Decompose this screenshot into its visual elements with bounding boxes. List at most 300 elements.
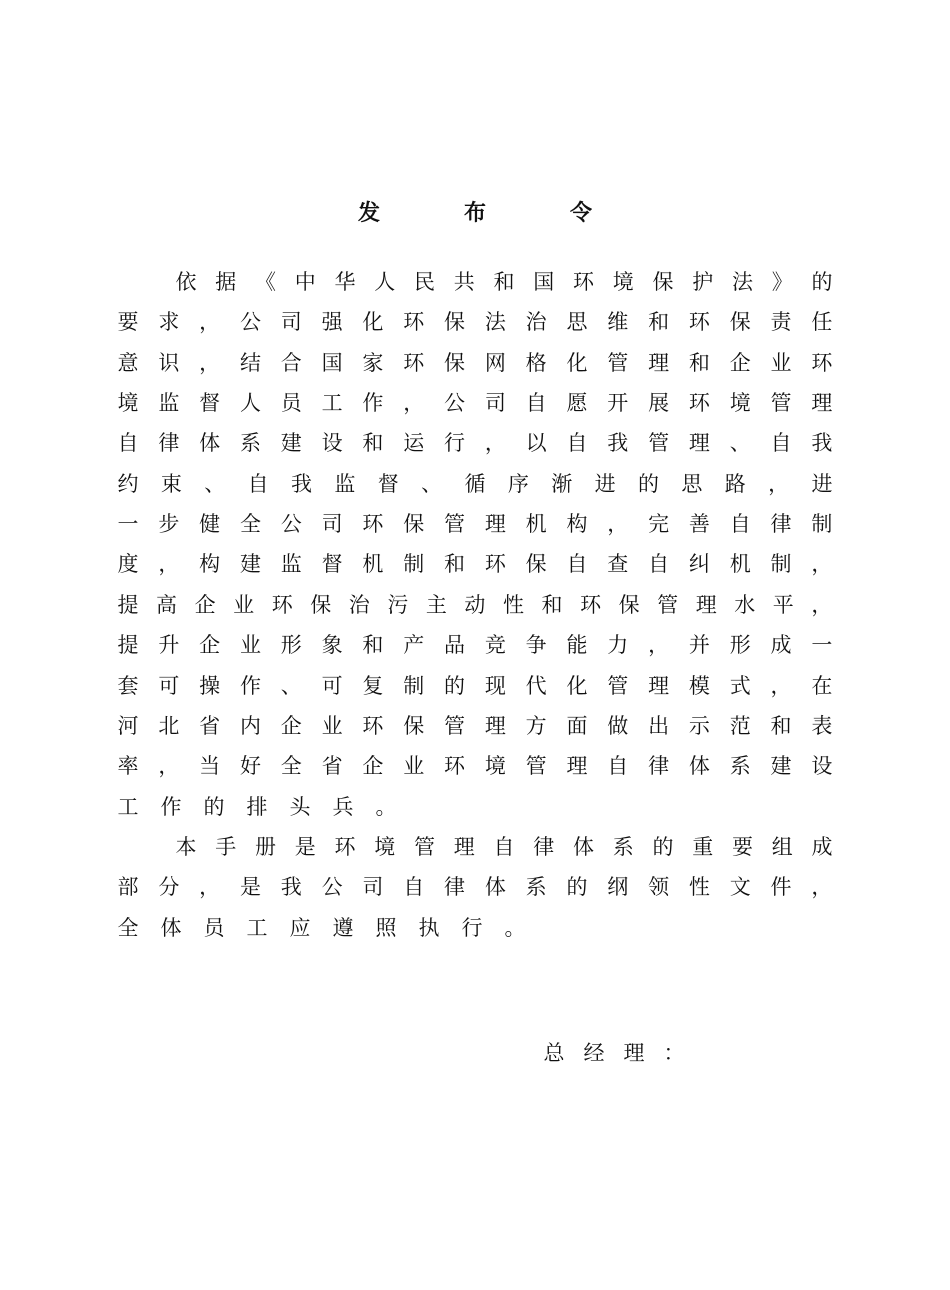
body-char: 公: [444, 391, 465, 416]
signature-char: 总: [543, 1041, 565, 1065]
body-char: 全: [117, 915, 139, 940]
body-char: 省: [199, 713, 221, 738]
body-char: 表: [811, 713, 833, 738]
body-char: 的: [444, 673, 465, 698]
body-char: 做: [607, 713, 629, 738]
body-line: [117, 504, 833, 544]
body-line: [117, 423, 833, 463]
body-char: 部: [117, 875, 139, 900]
body-char: 司: [321, 512, 343, 537]
body-char: 管: [607, 350, 629, 375]
body-char: 系: [239, 431, 261, 456]
body-char: 组: [771, 834, 793, 859]
body-char: 识: [158, 350, 180, 375]
body-char: 操: [199, 673, 221, 698]
body-char: 环: [580, 592, 602, 617]
body-char: 国: [321, 350, 343, 375]
body-char: 保: [310, 592, 332, 617]
title-char: 布: [463, 201, 486, 226]
body-char: 当: [199, 754, 221, 779]
body-char: 治: [348, 592, 370, 617]
body-char: 力: [607, 633, 629, 658]
title-char: 发: [357, 201, 380, 226]
body-char: 理: [484, 512, 506, 537]
body-char: 循: [464, 471, 486, 496]
body-char: 境: [374, 834, 396, 859]
body-char: 人: [239, 391, 261, 416]
body-char: 业: [321, 713, 343, 738]
body-line: [117, 625, 833, 665]
body-char: 序: [507, 471, 529, 496]
body-char: 环: [688, 391, 710, 416]
body-line: [117, 746, 833, 786]
body-char: 设: [811, 754, 833, 779]
body-char: 和: [688, 350, 710, 375]
body-char: 自: [493, 834, 515, 859]
body-char: 企: [729, 350, 751, 375]
body-char: 意: [117, 350, 139, 375]
body-char: ，: [158, 754, 180, 779]
body-char: 全: [280, 754, 302, 779]
body-char: 企: [280, 713, 302, 738]
body-char: 。: [504, 915, 526, 940]
body-char: 律: [158, 431, 180, 456]
body-char: 是: [294, 834, 316, 859]
body-char: 形: [280, 633, 302, 658]
body-char: 、: [280, 673, 302, 698]
document-title: [0, 196, 950, 227]
body-char: 理: [484, 713, 506, 738]
body-char: 性: [502, 592, 524, 617]
body-char: 应: [289, 915, 311, 940]
body-char: 管: [444, 713, 465, 738]
body-char: 照: [375, 915, 397, 940]
body-char: 保: [403, 713, 425, 738]
body-char: 公: [321, 875, 343, 900]
body-char: 和: [648, 310, 670, 335]
body-char: 纲: [607, 875, 629, 900]
body-char: 制: [770, 552, 792, 577]
body-char: 件: [770, 875, 792, 900]
body-char: 。: [375, 794, 397, 819]
body-char: 现: [484, 673, 506, 698]
body-char: 工: [117, 794, 139, 819]
body-char: 愿: [566, 391, 588, 416]
body-char: 环: [271, 592, 293, 617]
body-char: 可: [321, 673, 343, 698]
body-char: 制: [403, 552, 425, 577]
body-char: 律: [444, 875, 465, 900]
body-char: ，: [199, 310, 221, 335]
body-char: 象: [321, 633, 343, 658]
body-char: 保: [618, 592, 640, 617]
body-char: 保: [729, 310, 751, 335]
body-char: 路: [724, 471, 746, 496]
body-char: 作: [239, 673, 261, 698]
body-char: 代: [525, 673, 547, 698]
body-char: 系: [525, 875, 547, 900]
body-char: 渐: [551, 471, 573, 496]
body-char: 法: [484, 310, 506, 335]
body-char: 自: [403, 875, 425, 900]
signature-char: 经: [583, 1041, 605, 1065]
body-char: 在: [811, 673, 833, 698]
body-char: 污: [387, 592, 409, 617]
body-char: 环: [403, 350, 425, 375]
body-char: 要: [117, 310, 139, 335]
body-char: 构: [199, 552, 221, 577]
body-char: 形: [729, 633, 751, 658]
body-char: 理: [688, 431, 710, 456]
body-char: 产: [403, 633, 425, 658]
body-char: 体: [688, 754, 710, 779]
body-char: 升: [158, 633, 180, 658]
body-char: 结: [239, 350, 261, 375]
body-char: 可: [158, 673, 180, 698]
body-char: 面: [566, 713, 588, 738]
body-char: 示: [688, 713, 710, 738]
body-char: 进: [811, 471, 833, 496]
body-char: 律: [770, 512, 792, 537]
body-char: 司: [484, 391, 506, 416]
body-char: 一: [811, 633, 833, 658]
body-char: 提: [117, 592, 139, 617]
body-char: 手: [215, 834, 237, 859]
body-char: 、: [421, 471, 443, 496]
body-char: 员: [280, 391, 302, 416]
body-char: 开: [607, 391, 629, 416]
body-char: 执: [418, 915, 440, 940]
body-char: 网: [484, 350, 506, 375]
body-char: 能: [566, 633, 588, 658]
body-char: 业: [403, 754, 425, 779]
body-char: 》: [771, 270, 793, 294]
body-char: 册: [255, 834, 276, 859]
body-char: 维: [607, 310, 629, 335]
body-char: 争: [525, 633, 547, 658]
body-char: 环: [334, 834, 356, 859]
body-char: 体: [160, 915, 182, 940]
body-char: 束: [160, 471, 182, 496]
body-char: 环: [362, 512, 384, 537]
body-char: 的: [638, 471, 659, 496]
body-char: 完: [648, 512, 670, 537]
body-char: 家: [362, 350, 384, 375]
body-char: 境: [117, 391, 139, 416]
body-char: 责: [770, 310, 792, 335]
signature-char: ：: [663, 1041, 685, 1065]
body-char: 和: [770, 713, 792, 738]
body-char: 和: [493, 270, 515, 294]
body-line: [117, 464, 833, 504]
body-char: 工: [246, 915, 268, 940]
body-char: ，: [403, 391, 425, 416]
body-char: 约: [117, 471, 139, 496]
body-char: 自: [525, 391, 547, 416]
body-char: 业: [233, 592, 255, 617]
body-line: [117, 585, 833, 625]
body-char: 思: [681, 471, 703, 496]
body-char: 构: [566, 512, 588, 537]
body-char: 步: [158, 512, 180, 537]
body-char: 强: [321, 310, 343, 335]
body-char: 理: [453, 834, 475, 859]
signature-char: 理: [623, 1041, 645, 1065]
body-line: [117, 383, 833, 423]
body-char: 的: [566, 875, 588, 900]
body-char: 和: [444, 552, 465, 577]
body-char: 健: [199, 512, 221, 537]
body-char: 民: [414, 270, 435, 294]
body-char: 本: [175, 834, 197, 859]
body-char: 管: [444, 512, 465, 537]
body-char: 境: [484, 754, 506, 779]
body-char: 是: [239, 875, 261, 900]
body-char: 主: [425, 592, 447, 617]
body-char: 《: [255, 270, 276, 294]
body-char: 依: [175, 270, 197, 294]
body-char: 查: [607, 552, 629, 577]
body-line: [117, 867, 833, 907]
body-char: 我: [607, 431, 629, 456]
body-char: 工: [321, 391, 343, 416]
body-char: 保: [652, 270, 674, 294]
body-char: 率: [117, 754, 139, 779]
body-char: 监: [158, 391, 180, 416]
body-char: 文: [729, 875, 751, 900]
body-char: 管: [525, 754, 547, 779]
body-char: 机: [729, 552, 751, 577]
body-char: 的: [203, 794, 225, 819]
body-char: 平: [772, 592, 794, 617]
body-char: 理: [648, 350, 670, 375]
body-char: 华: [334, 270, 356, 294]
body-char: 监: [280, 552, 302, 577]
body-char: 企: [199, 633, 221, 658]
body-char: 律: [533, 834, 555, 859]
body-char: 自: [648, 552, 670, 577]
body-char: 出: [648, 713, 670, 738]
body-char: 自: [117, 431, 139, 456]
body-char: 律: [648, 754, 670, 779]
body-char: 司: [280, 310, 302, 335]
body-char: 督: [199, 391, 221, 416]
body-char: 据: [215, 270, 237, 294]
body-char: 设: [321, 431, 343, 456]
body-char: 员: [203, 915, 225, 940]
body-char: 管: [607, 673, 629, 698]
body-char: 、: [729, 431, 751, 456]
body-char: 境: [612, 270, 634, 294]
body-char: 自: [566, 552, 588, 577]
body-char: 高: [156, 592, 178, 617]
body-char: 境: [729, 391, 751, 416]
body-char: 一: [117, 512, 139, 537]
body-char: 系: [612, 834, 634, 859]
body-char: 我: [291, 471, 312, 496]
body-char: 水: [734, 592, 756, 617]
body-char: 、: [204, 471, 226, 496]
body-char: ，: [768, 471, 790, 496]
body-char: 的: [652, 834, 674, 859]
body-char: 公: [280, 512, 302, 537]
body-char: 环: [811, 350, 833, 375]
body-char: 范: [729, 713, 751, 738]
body-char: 护: [692, 270, 714, 294]
body-char: 体: [484, 875, 506, 900]
body-char: 套: [117, 673, 139, 698]
body-char: 环: [444, 754, 465, 779]
body-char: 和: [541, 592, 563, 617]
body-char: 体: [199, 431, 221, 456]
body-char: ，: [811, 875, 833, 900]
body-char: 理: [695, 592, 717, 617]
body-char: 环: [403, 310, 425, 335]
body-char: 纠: [688, 552, 710, 577]
body-line: [117, 666, 833, 706]
body-char: 督: [377, 471, 399, 496]
body-char: 体: [573, 834, 594, 859]
body-char: 建: [770, 754, 792, 779]
body-char: 化: [362, 310, 384, 335]
body-char: 思: [566, 310, 588, 335]
body-char: 化: [566, 673, 588, 698]
body-char: 以: [525, 431, 547, 456]
body-char: 管: [414, 834, 435, 859]
body-char: 业: [239, 633, 261, 658]
body-line: [117, 302, 833, 342]
body-char: 度: [117, 552, 139, 577]
body-char: 并: [688, 633, 710, 658]
body-char: 管: [648, 431, 670, 456]
body-char: 性: [688, 875, 710, 900]
body-char: 系: [729, 754, 751, 779]
body-char: 理: [566, 754, 588, 779]
body-char: 人: [374, 270, 396, 294]
body-char: 河: [117, 713, 139, 738]
body-char: 进: [594, 471, 616, 496]
body-char: ，: [811, 552, 833, 577]
body-char: ，: [158, 552, 180, 577]
body-char: 头: [289, 794, 311, 819]
body-char: 求: [158, 310, 180, 335]
body-char: 制: [811, 512, 833, 537]
body-char: 环: [688, 310, 710, 335]
body-char: 格: [525, 350, 547, 375]
body-char: 共: [453, 270, 475, 294]
body-char: 好: [239, 754, 261, 779]
body-char: 建: [239, 552, 261, 577]
body-line: [117, 908, 833, 948]
body-char: 方: [525, 713, 547, 738]
body-char: 全: [239, 512, 261, 537]
body-char: 建: [280, 431, 302, 456]
body-char: 合: [280, 350, 302, 375]
body-char: 任: [811, 310, 833, 335]
body-char: 行: [461, 915, 483, 940]
body-char: 要: [732, 834, 753, 859]
signature-label: [543, 1038, 703, 1068]
body-char: 保: [525, 552, 547, 577]
body-char: 司: [362, 875, 384, 900]
body-char: 法: [732, 270, 753, 294]
body-char: 竞: [484, 633, 506, 658]
body-char: ，: [484, 431, 506, 456]
body-char: 作: [160, 794, 182, 819]
body-char: 自: [729, 512, 751, 537]
body-char: 公: [239, 310, 261, 335]
body-char: 品: [444, 633, 465, 658]
body-char: 环: [484, 552, 506, 577]
body-char: 制: [403, 673, 425, 698]
body-char: 我: [280, 875, 302, 900]
body-char: 管: [770, 391, 792, 416]
body-char: 作: [362, 391, 384, 416]
body-char: ，: [648, 633, 670, 658]
body-char: 模: [688, 673, 710, 698]
body-char: ，: [770, 673, 792, 698]
body-char: 展: [648, 391, 670, 416]
body-char: 善: [688, 512, 710, 537]
body-char: 复: [362, 673, 384, 698]
title-char: 令: [570, 201, 593, 226]
body-char: 自: [770, 431, 792, 456]
body-line: [117, 544, 833, 584]
body-char: 企: [362, 754, 384, 779]
body-char: 遵: [332, 915, 354, 940]
body-char: 治: [525, 310, 547, 335]
body-char: 中: [294, 270, 316, 294]
body-char: ，: [199, 350, 221, 375]
body-char: 理: [811, 391, 833, 416]
body-char: ，: [607, 512, 629, 537]
body-char: 动: [464, 592, 486, 617]
body-char: 保: [444, 350, 465, 375]
body-char: 内: [239, 713, 261, 738]
body-char: 监: [334, 471, 356, 496]
body-char: 兵: [332, 794, 354, 819]
body-char: 重: [692, 834, 714, 859]
body-char: 保: [444, 310, 465, 335]
body-char: 环: [573, 270, 594, 294]
body-char: 和: [362, 431, 384, 456]
body-char: 企: [194, 592, 216, 617]
body-char: 自: [607, 754, 629, 779]
body-char: ，: [811, 592, 833, 617]
body-char: 国: [533, 270, 555, 294]
body-char: 运: [403, 431, 425, 456]
body-line: [117, 706, 833, 746]
body-char: 我: [811, 431, 833, 456]
body-char: 自: [566, 431, 588, 456]
body-char: 和: [362, 633, 384, 658]
body-char: 保: [403, 512, 425, 537]
body-char: 理: [648, 673, 670, 698]
body-line: [117, 787, 833, 827]
body-line: [175, 827, 833, 867]
body-char: 环: [362, 713, 384, 738]
body-char: 提: [117, 633, 139, 658]
body-char: 成: [770, 633, 792, 658]
body-char: 机: [525, 512, 547, 537]
body-char: 的: [811, 270, 833, 294]
body-char: ，: [199, 875, 221, 900]
body-char: 省: [321, 754, 343, 779]
body-char: 督: [321, 552, 343, 577]
body-char: 领: [648, 875, 670, 900]
body-char: 排: [246, 794, 268, 819]
body-char: 机: [362, 552, 384, 577]
